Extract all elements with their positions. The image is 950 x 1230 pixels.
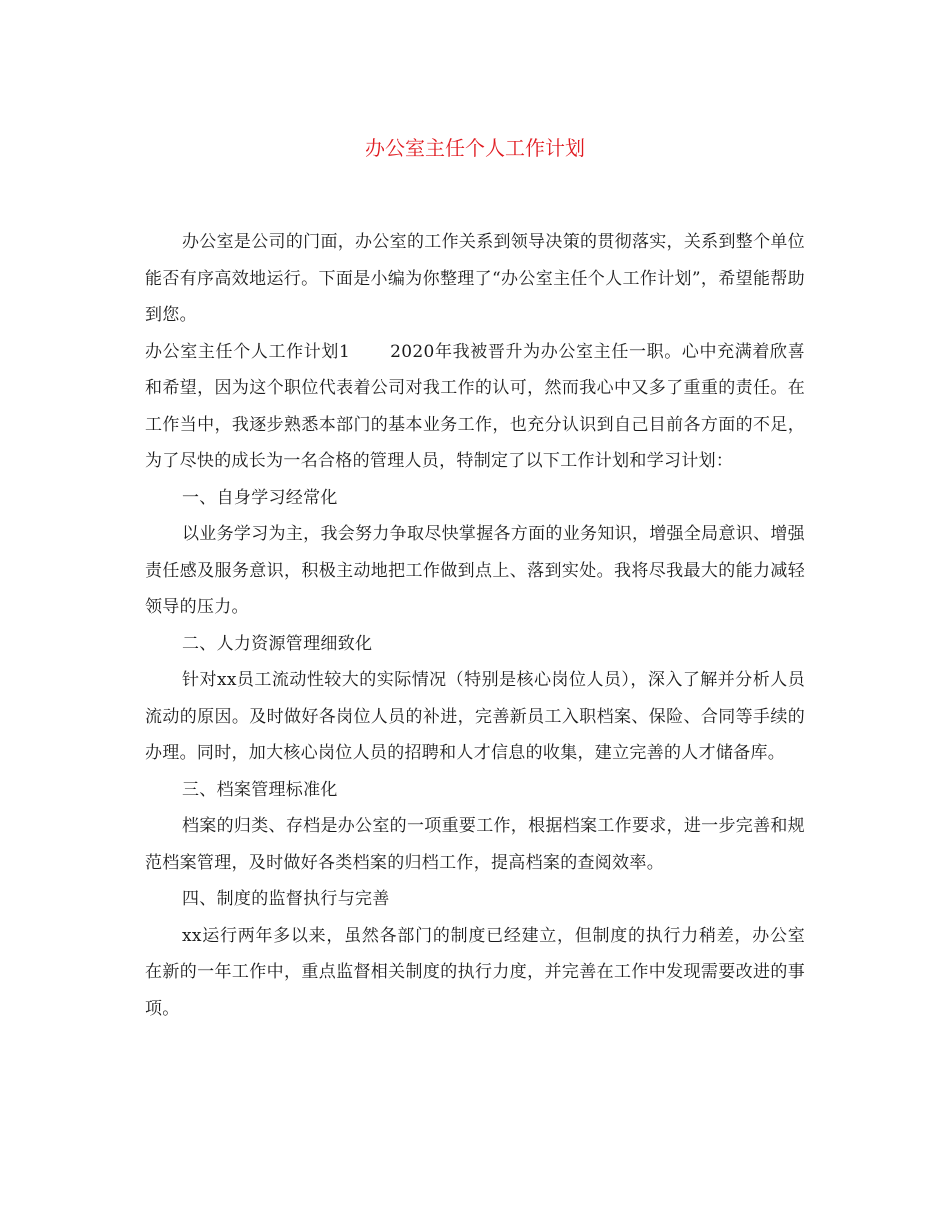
section-body-4: xx运行两年多以来，虽然各部门的制度已经建立，但制度的执行力稍差，办公室在新的一年工作中，重点监督相关制度的执行力度，并完善在工作中发现需要改进的事项。	[145, 925, 805, 1019]
section-body-3: 档案的归类、存档是办公室的一项重要工作，根据档案工作要求，进一步完善和规范档案管理，及时做好各类档案的归档工作，提高档案的查阅效率。	[145, 816, 805, 873]
section-heading-2: 二、人力资源管理细致化	[182, 633, 373, 654]
section-body-1: 以业务学习为主，我会努力争取尽快掌握各方面的业务知识，增强全局意识、增强责任感及服务意识，积极主动地把工作做到点上、落到实处。我将尽我最大的能力减轻领导的压力。	[145, 524, 805, 617]
plan-body: 2020年我被晋升为办公室主任一职。心中充满着欣喜和希望，因为这个职位代表着公司对我工作的认可，然而我心中又多了重重的责任。在工作当中，我逐步熟悉本部门的基本业务工作，也充分认识到自己目前各方面的不足，为了尽快的成长为一名合格的管理人员，特制定了以下工作计划和学习计划：	[145, 341, 805, 471]
plan-paragraph	[145, 334, 805, 480]
document-page	[145, 128, 805, 1027]
section-heading-1: 一、自身学习经常化	[182, 487, 338, 508]
section-heading-3: 三、档案管理标准化	[182, 779, 338, 800]
document-title: 办公室主任个人工作计划	[365, 136, 585, 160]
section-heading-4: 四、制度的监督执行与完善	[182, 889, 390, 909]
plan-label: 办公室主任个人工作计划1	[145, 341, 351, 362]
intro-paragraph: 办公室是公司的门面，办公室的工作关系到领导决策的贯彻落实，关系到整个单位能否有序高效地运行。下面是小编为你整理了“办公室主任个人工作计划”，希望能帮助到您。	[145, 232, 805, 325]
section-body-2: 针对xx员工流动性较大的实际情况（特别是核心岗位人员），深入了解并分析人员流动的原因。及时做好各岗位人员的补进，完善新员工入职档案、保险、合同等手续的办理。同时，加大核心岗位人员的招聘和人才信息的收集，建立完善的人才储备库。	[145, 670, 805, 763]
